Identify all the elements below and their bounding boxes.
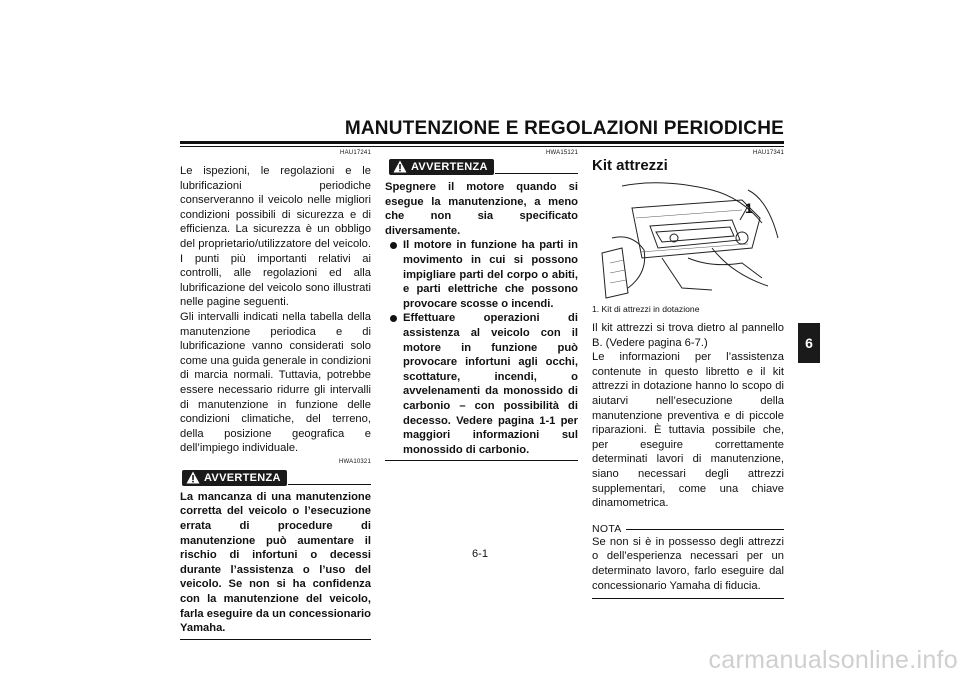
column-3 xyxy=(592,150,784,599)
section-code: HAU17241 xyxy=(340,150,371,156)
tool-kit-figure xyxy=(592,178,784,300)
nota-header xyxy=(592,519,784,533)
bullet-dot xyxy=(390,242,397,249)
warning-header xyxy=(385,159,578,175)
page-title: MANUTENZIONE E REGOLAZIONI PERIODICHE xyxy=(344,118,784,139)
warning-header xyxy=(180,470,371,486)
figure-callout: 1 xyxy=(745,200,753,216)
warning-badge xyxy=(182,470,287,486)
column-1 xyxy=(180,150,371,640)
warning-header-line xyxy=(495,173,578,174)
nota-end-rule xyxy=(592,598,784,599)
intervals-paragraph: Gli intervalli indicati nella tabella della manutenzione periodica e di lubrificazione vanno considerati solo come una guida generale in condizioni di marcia normali. Tuttavia, potrebbe essere necessario ridurre gli intervalli di manutenzione in funzione delle condizioni climatiche, del terreno, della posizione geografica e dell’impiego individuale. xyxy=(180,310,371,455)
warning-text: La mancanza di una manutenzione corretta del veicolo o l’esecuzione errata di procedure di manutenzione può aumentare il rischio di infortuni o decessi durante l’assistenza o l’uso del veicolo. Se non si ha confidenza con la manutenzione del veicolo, farla eseguire da un concessionario Yamaha. xyxy=(180,490,371,635)
warning-triangle-icon xyxy=(393,160,407,173)
warning-code: HWA10321 xyxy=(338,458,371,465)
figure-caption: 1. Kit di attrezzi in dotazione xyxy=(592,304,700,314)
page-number: 6-1 xyxy=(472,548,488,560)
warning-label: AVVERTENZA xyxy=(411,161,488,173)
chapter-tab: 6 xyxy=(798,323,820,363)
warning-triangle-icon xyxy=(186,471,200,484)
warning-bullet xyxy=(385,311,578,457)
bullet-text: Il motore in funzione ha parti in movimento in cui si possono impigliare parti del corpo o abiti, e parti elettriche che possono provocare scosse o incendi. xyxy=(403,239,578,310)
bullet-text: Effettuare operazioni di assistenza al veicolo con il motore in funzione può provocare infortuni agli occhi, scottature, incendi, o avvelenamenti da monossido di carbonio – con possibilità di decesso. Vedere pagina 1-1 per maggiori informazioni sul monossido di carbonio. xyxy=(403,312,578,456)
watermark: carmanualsonline.info xyxy=(708,646,958,674)
warning-code: HWA15121 xyxy=(545,150,578,156)
location-paragraph: Il kit attrezzi si trova dietro al pannello B. (Vedere pagina 6-7.) xyxy=(592,322,784,349)
warning-header-line xyxy=(288,484,371,485)
column-2 xyxy=(385,150,578,461)
warning-intro: Spegnere il motore quando si esegue la manutenzione, a meno che non sia specificato diversamente. xyxy=(385,181,578,237)
section-title: Kit attrezzi xyxy=(592,157,668,174)
nota-header-line xyxy=(626,529,784,530)
tool-kit-illustration xyxy=(592,178,784,300)
header-rule-thin xyxy=(180,146,784,147)
bullet-dot xyxy=(390,315,397,322)
warning-badge xyxy=(389,159,494,175)
section-code: HAU17341 xyxy=(753,150,784,156)
nota-text: Se non si è in possesso degli attrezzi o dell’esperienza necessari per un determinato lavoro, farlo eseguire dal concessionario Yamaha di fiducia. xyxy=(592,535,784,592)
warning-end-rule xyxy=(385,460,578,461)
warning-bullet xyxy=(385,238,578,311)
warning-end-rule xyxy=(180,639,371,640)
header-rule-thick xyxy=(180,141,784,144)
nota-label: NOTA xyxy=(592,522,622,535)
intro-paragraph: Le ispezioni, le regolazioni e le lubrificazioni periodiche conserveranno il veicolo nelle migliori condizioni possibili di sicurezza e di efficienza. La sicurezza è un obbligo del proprietario/utilizzatore del veicolo. I punti più importanti relativi ai controlli, alle regolazioni ed alla lubrificazione del veicolo sono illustrati nelle pagine seguenti. xyxy=(180,165,371,309)
warning-label: AVVERTENZA xyxy=(204,471,281,484)
info-paragraph: Le informazioni per l’assistenza contenute in questo libretto e il kit attrezzi in dotazione hanno lo scopo di aiutarvi nell’esecuzione della manutenzione preventiva e di piccole riparazioni. È tuttavia possibile che, per eseguire correttamente determinati lavori di manutenzione, siano necessari degli attrezzi supplementari, come una chiave dinamometrica. xyxy=(592,351,784,510)
